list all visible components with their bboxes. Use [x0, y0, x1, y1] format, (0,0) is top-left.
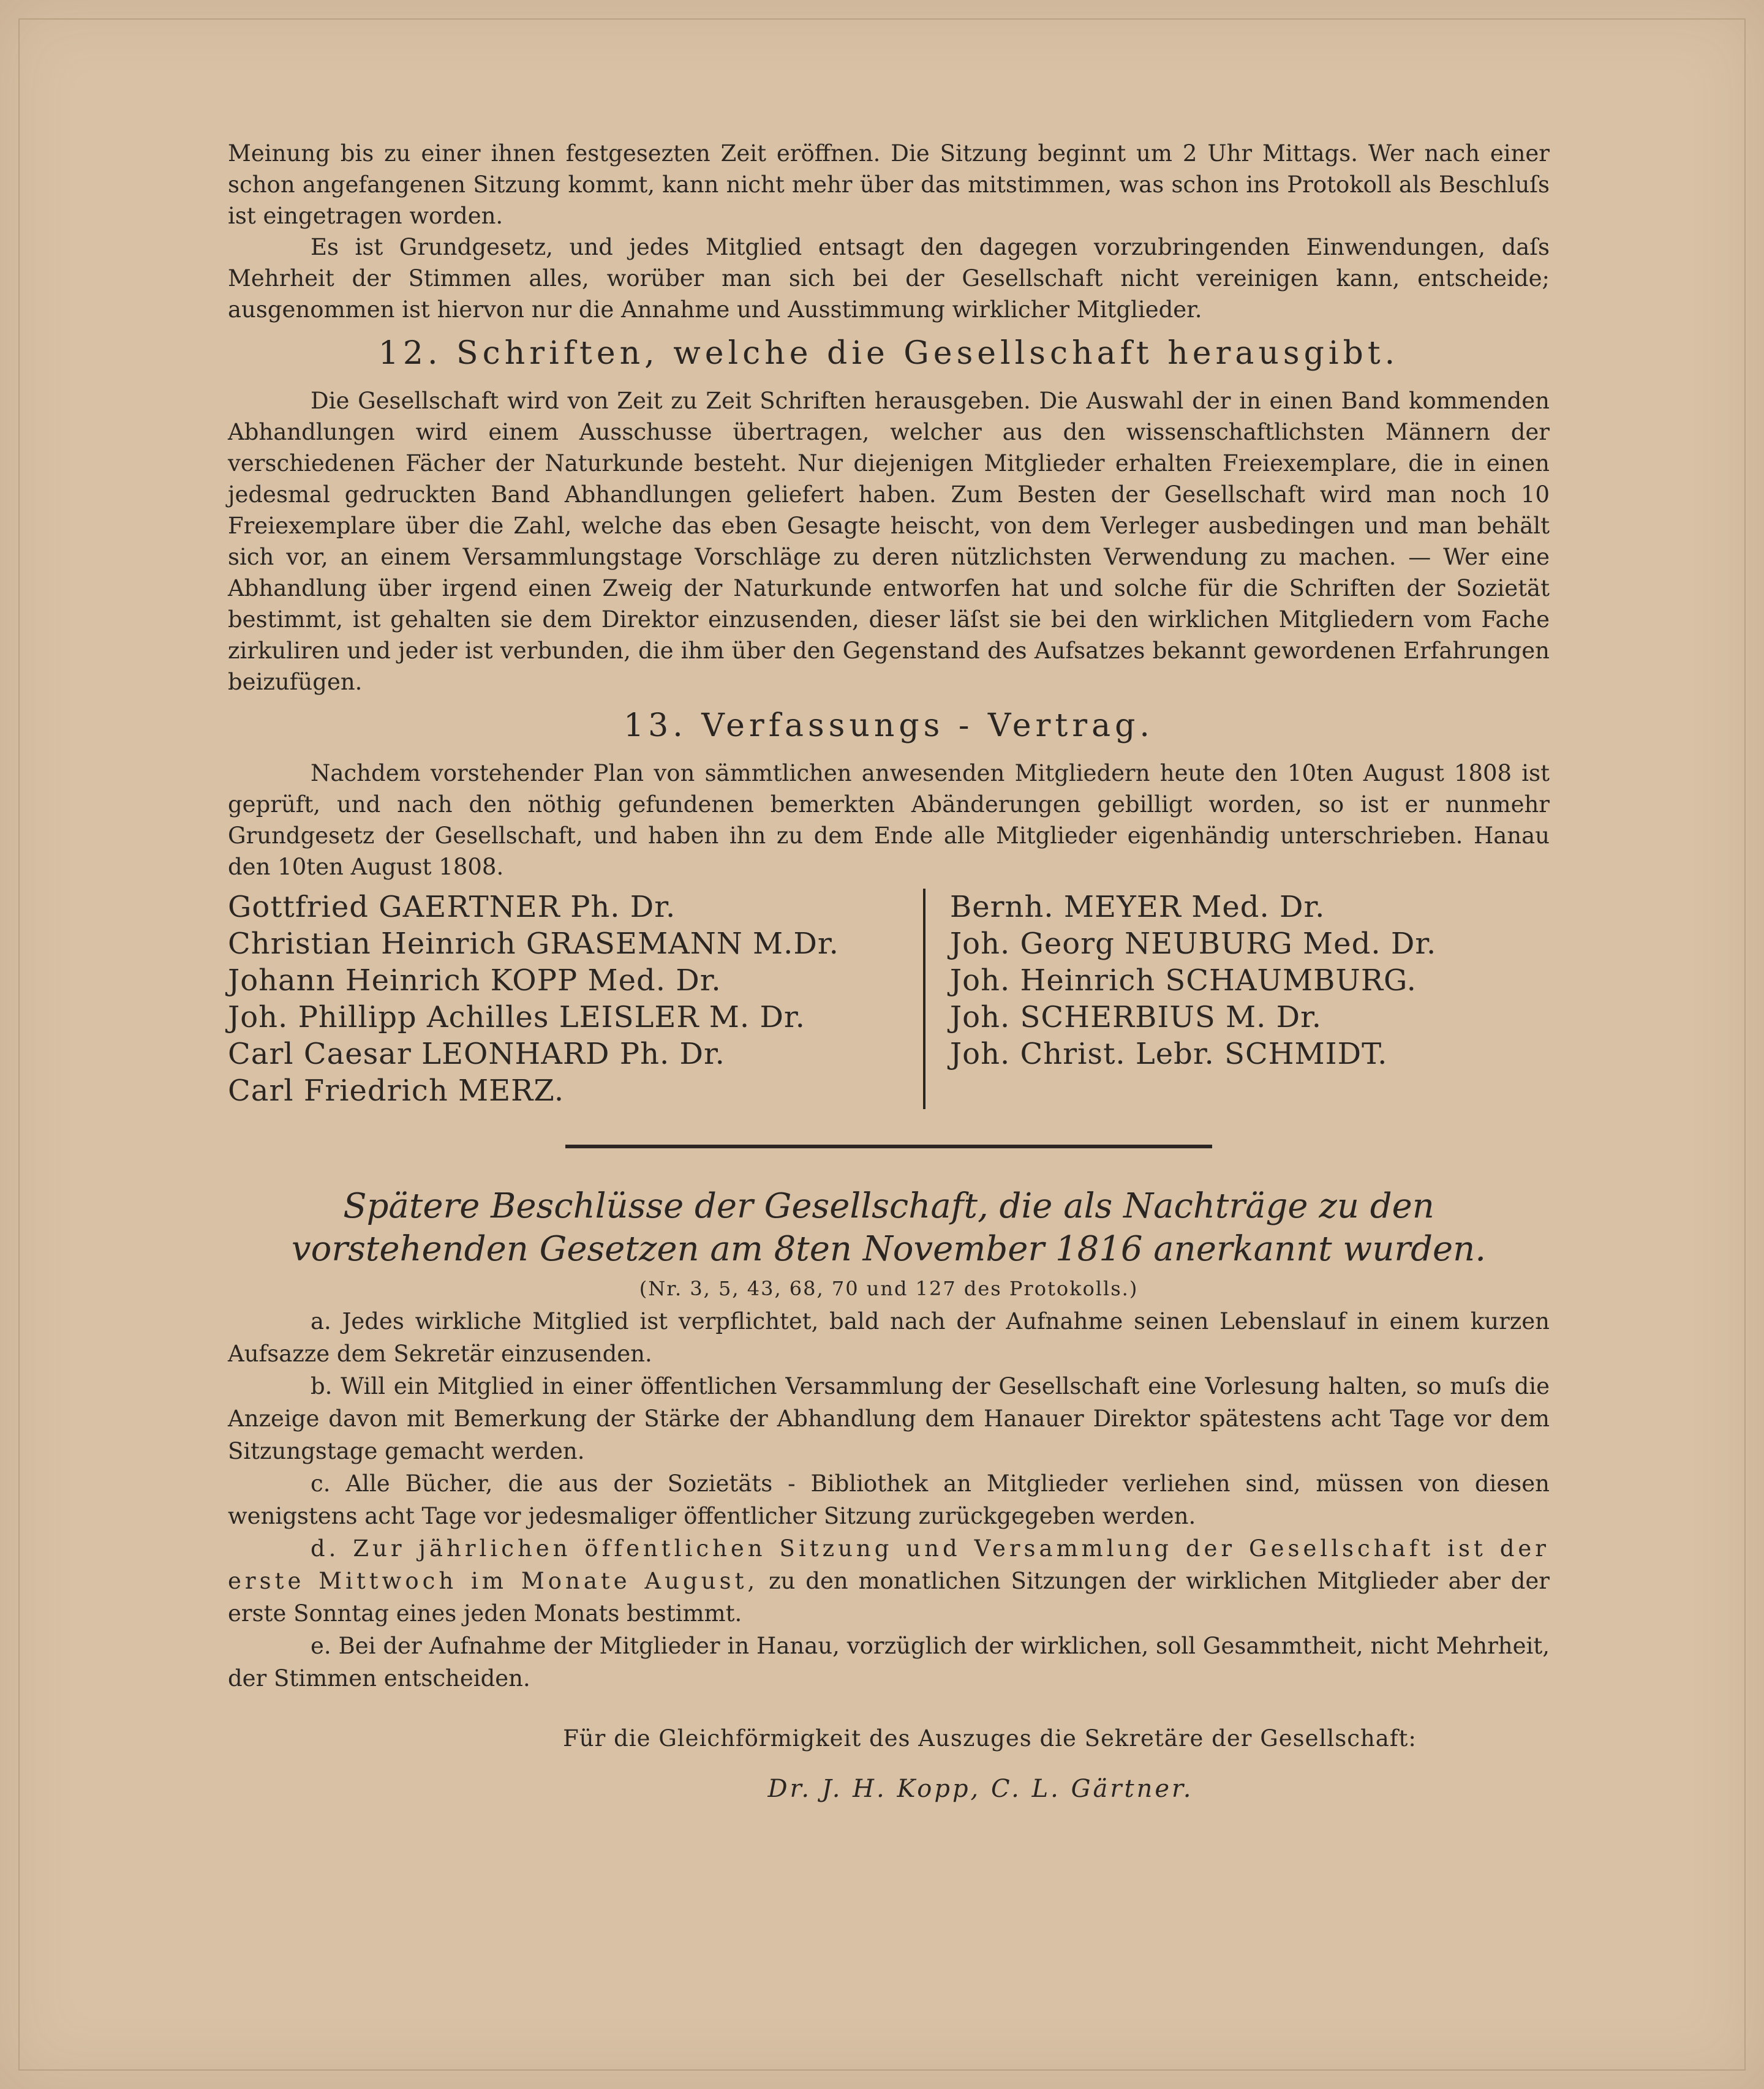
- signature-column-right: [923, 889, 1550, 1109]
- section13-heading: 13. Verfassungs - Vertrag.: [624, 707, 1154, 744]
- secretaries-signature: Dr. J. H. Kopp, C. L. Gärtner.: [767, 1775, 1194, 1803]
- signature-line: Joh. Heinrich SCHAUMBURG.: [949, 963, 1417, 998]
- supplement-item-b: b. Will ein Mitglied in einer öffentlichen Versammlung der Gesellschaft eine Vorlesung halten, so muſs die Anzeige davon mit Bemerkung der Stärke der Abhandlung dem Hanauer Direktor spätestens acht Tage vor dem Sitzungstage gemacht werden.: [228, 1373, 1550, 1464]
- signature-line: Joh. Christ. Lebr. SCHMIDT.: [949, 1037, 1388, 1071]
- document-body: [228, 138, 1550, 1803]
- supplement-item-d: [228, 1532, 1550, 1630]
- supplement-title: Spätere Beschlüsse der Gesellschaft, die als Nachträge zu den vorstehenden Gesetzen am 8ten November 1816 anerkannt wurden.: [291, 1186, 1487, 1269]
- section11-grundgesetz-paragraph: Es ist Grundgesetz, und jedes Mitglied entsagt den dagegen vorzubringenden Einwendungen, daſs Mehrheit der Stimmen alles, worüber man sich bei der Gesellschaft nicht vereinigen kann, entscheide; ausgenommen ist hiervon nur die Annahme und Ausstimmung wirklicher Mitglieder.: [228, 234, 1550, 323]
- signature-line: Carl Caesar LEONHARD Ph. Dr.: [228, 1037, 725, 1071]
- signature-line: Joh. Georg NEUBURG Med. Dr.: [949, 927, 1437, 961]
- supplement-item-d-rest: zu den monatlichen Sitzungen der wirklichen Mitglieder aber der erste Sonntag eines jeden Monats bestimmt.: [228, 1568, 1550, 1627]
- signature-line: Joh. Phillipp Achilles LEISLER M. Dr.: [228, 1000, 805, 1034]
- signature-table: [228, 889, 1550, 1109]
- section13-paragraph: Nachdem vorstehender Plan von sämmtlichen anwesenden Mitgliedern heute den 10ten August 1808 ist geprüft, und nach den nöthig gefundenen bemerkten Abänderungen gebilligt worden, so ist er nunmehr Grundgesetz der Gesellschaft, und haben ihn zu dem Ende alle Mitglieder eigenhändig unterschrieben. Hanau den 10ten August 1808.: [228, 760, 1550, 880]
- supplement-item-d-spaced: d. Zur jährlichen öffentlichen Sitzung und Versammlung der Gesellschaft ist der erste Mittwoch im Monate August,: [228, 1535, 1550, 1594]
- protocol-reference: (Nr. 3, 5, 43, 68, 70 und 127 des Protokolls.): [639, 1277, 1139, 1300]
- signature-line: Joh. SCHERBIUS M. Dr.: [949, 1000, 1322, 1034]
- signature-line: Gottfried GAERTNER Ph. Dr.: [228, 890, 676, 924]
- section12-heading: 12. Schriften, welche die Gesellschaft herausgibt.: [378, 335, 1400, 372]
- signature-line: Carl Friedrich MERZ.: [228, 1074, 565, 1108]
- conformity-statement: Für die Gleichförmigkeit des Auszuges die Sekretäre der Gesellschaft:: [563, 1725, 1417, 1752]
- supplement-item-a: a. Jedes wirkliche Mitglied ist verpflichtet, bald nach der Aufnahme seinen Lebenslauf in einem kurzen Aufsazze dem Sekretär einzusenden.: [228, 1308, 1550, 1367]
- section12-paragraph: Die Gesellschaft wird von Zeit zu Zeit Schriften herausgeben. Die Auswahl der in einen Band kommenden Abhandlungen wird einem Ausschusse übertragen, welcher aus den wissenschaftlichsten Männern der verschiedenen Fächer der Naturkunde besteht. Nur diejenigen Mitglieder erhalten Freiexemplare, die in einen jedesmal gedruckten Band Abhandlungen geliefert haben. Zum Besten der Gesellschaft wird man noch 10 Freiexemplare über die Zahl, welche das eben Gesagte heischt, von dem Verleger ausbedingen und man behält sich vor, an einem Versammlungstage Vorschläge zu deren nützlichsten Verwendung zu machen. — Wer eine Abhandlung über irgend einen Zweig der Naturkunde entworfen hat und solche für die Schriften der Sozietät bestimmt, ist gehalten sie dem Direktor einzusenden, dieser läſst sie bei den wirklichen Mitgliedern vom Fache zirkuliren und jeder ist verbunden, die ihm über den Gegenstand des Aufsatzes bekannt gewordenen Erfahrungen beizufügen.: [228, 388, 1550, 695]
- signature-line: Johann Heinrich KOPP Med. Dr.: [228, 963, 722, 998]
- signature-line: Bernh. MEYER Med. Dr.: [949, 890, 1325, 924]
- section11-continuation-paragraph: Meinung bis zu einer ihnen festgesezten Zeit eröffnen. Die Sitzung beginnt um 2 Uhr Mittags. Wer nach einer schon angefangenen Sitzung kommt, kann nicht mehr über das mitstimmen, was schon ins Protokoll als Beschluſs ist eingetragen worden.: [228, 140, 1550, 229]
- signature-line: Christian Heinrich GRASEMANN M.Dr.: [228, 927, 839, 961]
- supplement-item-e: e. Bei der Aufnahme der Mitglieder in Hanau, vorzüglich der wirklichen, soll Gesammtheit, nicht Mehrheit, der Stimmen entscheiden.: [228, 1633, 1550, 1692]
- signature-column-left: [228, 889, 923, 1109]
- supplement-item-c: c. Alle Bücher, die aus der Sozietäts - Bibliothek an Mitglieder verliehen sind, müssen von diesen wenigstens acht Tage vor jedesmaliger öffentlicher Sitzung zurückgegeben werden.: [228, 1470, 1550, 1529]
- section-divider: [565, 1145, 1212, 1148]
